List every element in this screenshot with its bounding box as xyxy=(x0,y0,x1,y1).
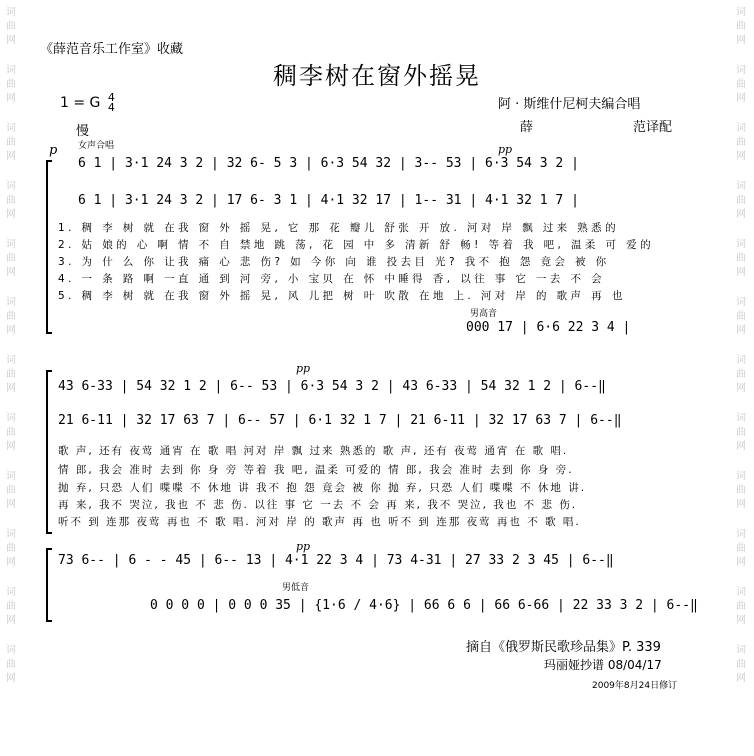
arranger-credit: 阿 · 斯维什尼柯夫编合唱 xyxy=(498,97,641,112)
system-1-lyric-5: 5. 稠 李 树 就 在我 窗 外 摇 晃, 风 儿把 树 叶 吹散 在地 上. 河对 岸 的 歌声 再 也 xyxy=(58,290,626,302)
dynamic-pp-1: pp xyxy=(498,143,513,156)
system-2-lyric-3: 抛 弃, 只恐 人们 喋喋 不 休地 讲 我不 抱 怨 竟会 被 你 抛 弃, 只恐 人们 喋喋 不 休地 讲. xyxy=(58,482,587,494)
tempo-marking: 慢 xyxy=(76,124,90,139)
system-1-male-notes: 000 17 | 6·6 22 3 4 | xyxy=(466,320,631,335)
system-3-bracket xyxy=(46,548,52,622)
voice-label-bass: 男低音 xyxy=(282,583,310,593)
system-2-lyric-4: 再 来, 我不 哭泣, 我也 不 悲 伤. 以往 事 它 一去 不 会 再 来, 我不 哭泣, 我也 不 悲 伤. xyxy=(58,499,578,511)
song-title: 稠李树在窗外摇晃 xyxy=(273,62,481,90)
system-3-upper-notes: 73 6-- | 6 - - 45 | 6-- 13 | 4·1 22 3 4 | 73 4-31 | 27 33 2 3 45 | 6--‖ xyxy=(58,553,614,568)
system-2-lyric-5: 听不 到 连那 夜莺 再也 不 歌 唱. 河对 岸 的 歌声 再 也 听不 到 连那 夜莺 再也 不 歌 唱. xyxy=(58,516,581,528)
system-1-lyric-2: 2. 姑 娘的 心 啊 情 不 自 禁地 跳 荡, 花 园 中 多 清新 舒 畅! 等着 我 吧, 温柔 可 爱的 xyxy=(58,239,654,251)
translator-surname: 薛 xyxy=(520,120,534,135)
system-1-lyric-3: 3. 为 什 么 你 让我 痛 心 悲 伤? 如 今你 向 谁 投去目 光? 我不 抱 怨 竟会 被 你 xyxy=(58,256,610,268)
dynamic-pp-3: pp xyxy=(296,540,311,553)
system-2-upper-notes: 43 6-33 | 54 32 1 2 | 6-- 53 | 6·3 54 3 2 | 43 6-33 | 54 32 1 2 | 6--‖ xyxy=(58,379,606,394)
system-1-lower-notes: 6 1 | 3·1 24 3 2 | 17 6- 3 1 | 4·1 32 17 | 1-- 31 | 4·1 32 1 7 | xyxy=(78,193,579,208)
system-1-bracket xyxy=(46,160,52,334)
source-citation: 摘自《俄罗斯民歌珍品集》P. 339 xyxy=(466,640,661,655)
system-1-lyric-1: 1. 稠 李 树 就 在我 窗 外 摇 晃, 它 那 花 瓣儿 舒张 开 放. 河对 岸 飘 过来 熟悉的 xyxy=(58,222,619,234)
key-signature xyxy=(60,93,115,113)
voice-label-women: 女声合唱 xyxy=(78,141,115,151)
system-2-lyric-2: 情 郎, 我会 准时 去到 你 身 旁 等着 我 吧, 温柔 可爱的 情 郎, 我会 准时 去到 你 身 旁. xyxy=(58,464,574,476)
dynamic-p: p xyxy=(49,143,58,158)
system-1-upper-notes: 6 1 | 3·1 24 3 2 | 32 6- 5 3 | 6·3 54 32 | 3-- 53 | 6·3 54 3 2 | xyxy=(78,156,579,171)
dynamic-pp-2: pp xyxy=(296,362,311,375)
system-2-lyric-1: 歌 声, 还有 夜莺 通宵 在 歌 唱 河对 岸 飘 过来 熟悉的 歌 声, 还有 夜莺 通宵 在 歌 唱. xyxy=(58,445,569,457)
system-3-lower-notes: 0 0 0 0 | 0 0 0 35 | {1·6 / 4·6} | 66 6 6 | 66 6-66 | 22 33 3 2 | 6--‖ xyxy=(150,598,698,613)
system-2-lower-notes: 21 6-11 | 32 17 63 7 | 6-- 57 | 6·1 32 1 7 | 21 6-11 | 32 17 63 7 | 6--‖ xyxy=(58,413,622,428)
revision-date: 2009年8月24日修订 xyxy=(592,681,678,691)
time-signature: 4 4 xyxy=(107,91,115,114)
copyist-credit: 玛丽娅抄谱 08/04/17 xyxy=(544,658,662,672)
voice-label-tenor: 男高音 xyxy=(470,309,498,319)
translator-role: 范译配 xyxy=(633,120,673,135)
collection-note: 《薛范音乐工作室》收藏 xyxy=(40,42,184,57)
system-2-bracket xyxy=(46,370,52,534)
key-label: 1 = G xyxy=(60,95,101,111)
system-1-lyric-4: 4. 一 条 路 啊 一直 通 到 河 旁, 小 宝贝 在 怀 中睡得 香, 以往 事 它 一去 不 会 xyxy=(58,273,606,285)
right-watermark-column: 词曲网 词曲网 词曲网 词曲网 词曲网 词曲网 词曲网 词曲网 词曲网 词曲网 词曲网 词曲网 xyxy=(736,7,746,684)
left-watermark-column: 词曲网 词曲网 词曲网 词曲网 词曲网 词曲网 词曲网 词曲网 词曲网 词曲网 词曲网 词曲网 xyxy=(6,7,16,684)
